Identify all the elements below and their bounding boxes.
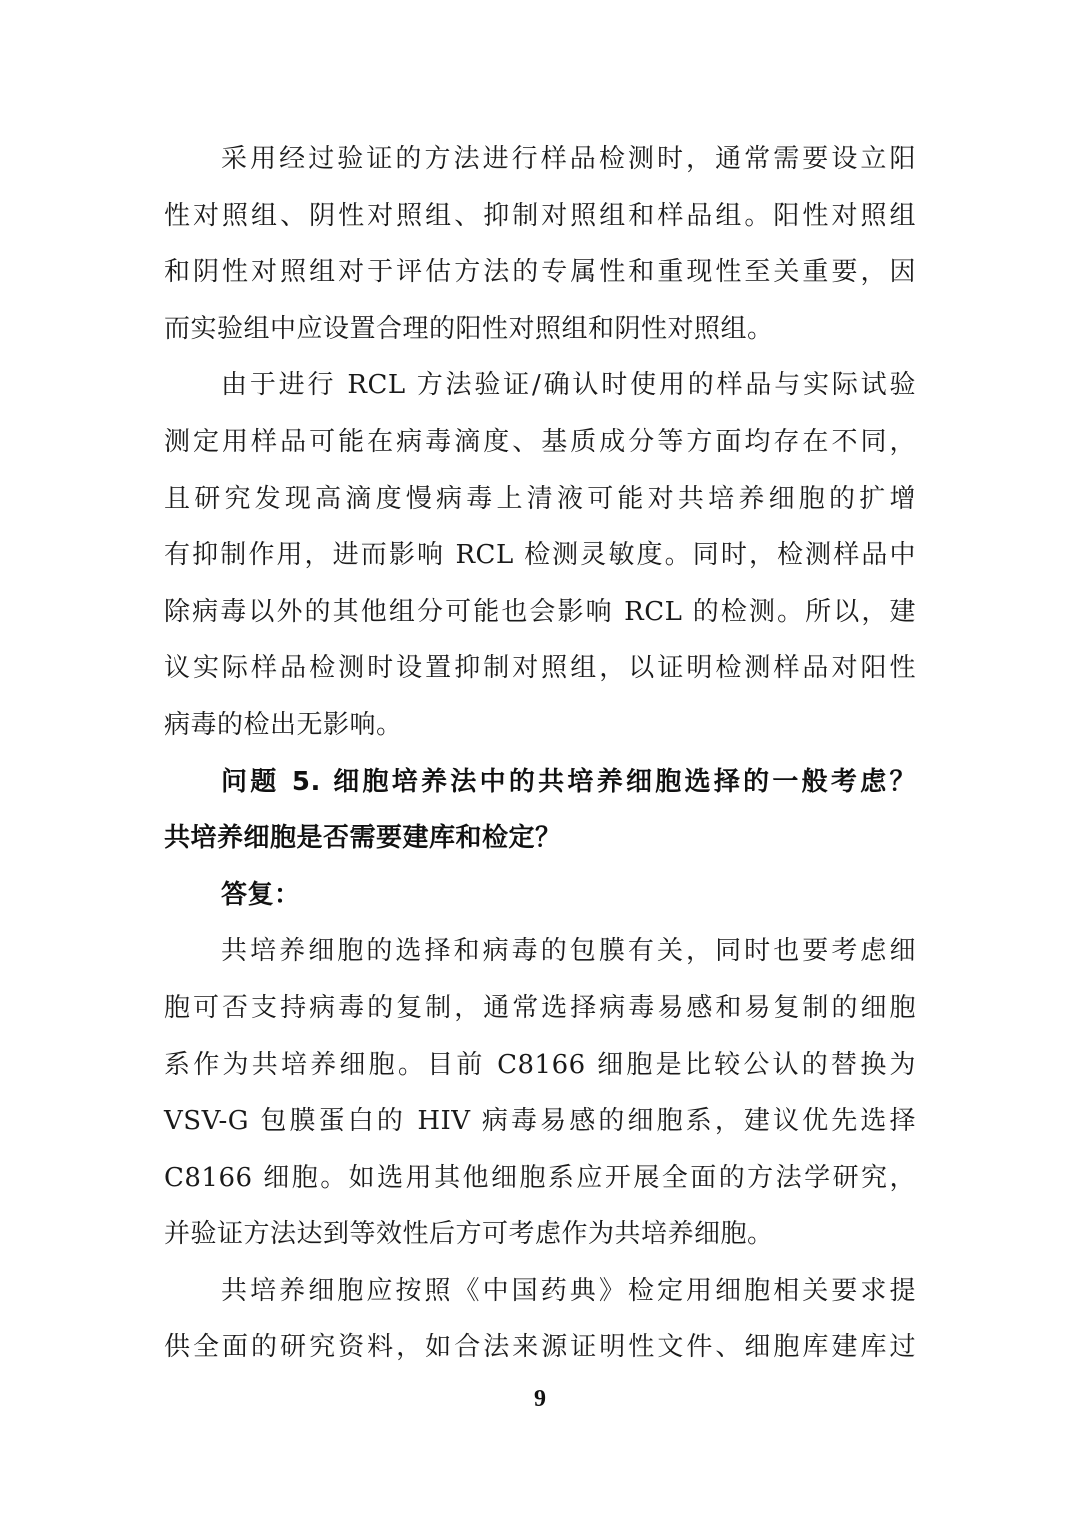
question-line: 问题 5. 细胞培养法中的共培养细胞选择的一般考虑？ bbox=[221, 766, 916, 797]
text-line: 议实际样品检测时设置抑制对照组，以证明检测样品对阳性 bbox=[164, 653, 916, 684]
page-number: 9 bbox=[534, 1386, 546, 1412]
text-line: 胞可否支持病毒的复制，通常选择病毒易感和易复制的细胞 bbox=[164, 992, 916, 1023]
text-line: 由于进行 RCL 方法验证/确认时使用的样品与实际试验 bbox=[221, 370, 916, 401]
question-heading bbox=[164, 754, 916, 867]
question-line: 共培养细胞是否需要建库和检定？ bbox=[164, 823, 562, 854]
text-line: 系作为共培养细胞。目前 C8166 细胞是比较公认的替换为 bbox=[164, 1049, 916, 1080]
answer-label bbox=[164, 867, 916, 924]
text-line: 采用经过验证的方法进行样品检测时，通常需要设立阳 bbox=[221, 144, 916, 174]
text-line: 病毒的检出无影响。 bbox=[164, 709, 403, 740]
paragraph-cell-bank bbox=[164, 1263, 916, 1376]
text-line: 测定用样品可能在病毒滴度、基质成分等方面均存在不同， bbox=[164, 426, 916, 457]
answer-label-text: 答复： bbox=[221, 879, 301, 910]
paragraph-inhibition-control bbox=[164, 357, 916, 753]
text-line: 并验证方法达到等效性后方可考虑作为共培养细胞。 bbox=[164, 1219, 774, 1250]
text-line: 而实验组中应设置合理的阳性对照组和阴性对照组。 bbox=[164, 313, 774, 344]
text-line: 供全面的研究资料，如合法来源证明性文件、细胞库建库过 bbox=[164, 1332, 916, 1363]
text-line: 除病毒以外的其他组分可能也会影响 RCL 的检测。所以，建 bbox=[164, 596, 916, 627]
text-line: 有抑制作用，进而影响 RCL 检测灵敏度。同时，检测样品中 bbox=[164, 540, 916, 571]
text-line: C8166 细胞。如选用其他细胞系应开展全面的方法学研究， bbox=[164, 1162, 916, 1193]
text-line: 和阴性对照组对于评估方法的专属性和重现性至关重要，因 bbox=[164, 257, 916, 288]
text-line: VSV-G 包膜蛋白的 HIV 病毒易感的细胞系，建议优先选择 bbox=[164, 1106, 916, 1137]
paragraph-cell-selection bbox=[164, 923, 916, 1263]
body-text bbox=[164, 131, 916, 1376]
text-line: 共培养细胞应按照《中国药典》检定用细胞相关要求提 bbox=[221, 1275, 916, 1306]
text-line: 性对照组、阴性对照组、抑制对照组和样品组。阳性对照组 bbox=[164, 200, 916, 231]
text-line: 且研究发现高滴度慢病毒上清液可能对共培养细胞的扩增 bbox=[164, 483, 916, 514]
paragraph-control-groups bbox=[164, 131, 916, 357]
text-line: 共培养细胞的选择和病毒的包膜有关，同时也要考虑细 bbox=[221, 936, 916, 967]
